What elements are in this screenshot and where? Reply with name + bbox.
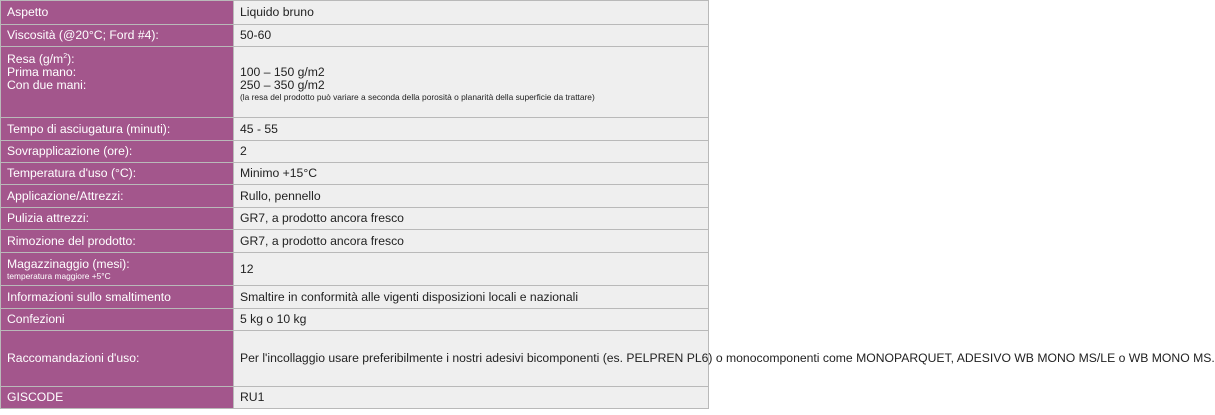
table-row-raccomandazioni [1, 331, 709, 387]
table-row-sovrapplicazione [1, 141, 709, 163]
magazzinaggio-sublabel: temperatura maggiore +5°C [7, 270, 111, 281]
row-value: Minimo +15°C [234, 163, 709, 185]
table-row-rimozione [1, 230, 709, 253]
row-value: Rullo, pennello [234, 185, 709, 208]
row-label: Pulizia attrezzi: [1, 208, 234, 230]
row-label: Applicazione/Attrezzi: [1, 185, 234, 208]
row-value: GR7, a prodotto ancora fresco [234, 208, 709, 230]
row-label: Rimozione del prodotto: [1, 230, 234, 253]
prima-mano-label: Prima mano: [7, 65, 77, 79]
row-value: 2 [234, 141, 709, 163]
resa-label-exponent: 2 [63, 52, 68, 60]
row-label: GISCODE [1, 387, 234, 409]
row-value: 12 [234, 253, 709, 286]
row-value: GR7, a prodotto ancora fresco [234, 230, 709, 253]
table-row-smaltimento [1, 286, 709, 309]
row-label: Tempo di asciugatura (minuti): [1, 118, 234, 141]
table-row-giscode [1, 387, 709, 409]
row-value [234, 47, 709, 118]
table-row-asciugatura [1, 118, 709, 141]
resa-note: (la resa del prodotto può variare a seconda della porosità o planarità della superficie da trattare) [240, 92, 595, 102]
row-value: RU1 [234, 387, 709, 409]
row-label: Aspetto [1, 1, 234, 25]
table-row-resa [1, 47, 709, 118]
row-label [1, 253, 234, 286]
row-value: Smaltire in conformità alle vigenti disposizioni locali e nazionali [234, 286, 709, 309]
table-row-aspetto [1, 1, 709, 25]
table-row-pulizia [1, 208, 709, 230]
row-label: Informazioni sullo smaltimento [1, 286, 234, 309]
row-label: Confezioni [1, 309, 234, 331]
table-row-temperatura [1, 163, 709, 185]
row-label: Viscosità (@20°C; Ford #4): [1, 25, 234, 47]
due-mani-label: Con due mani: [7, 78, 87, 92]
row-value: Liquido bruno [234, 1, 709, 25]
magazzinaggio-label: Magazzinaggio (mesi): [7, 256, 130, 271]
row-value: 5 kg o 10 kg [234, 309, 709, 331]
resa-label-text: Resa (g/m [7, 52, 64, 66]
row-label: Temperatura d'uso (°C): [1, 163, 234, 185]
table-row-viscosita [1, 25, 709, 47]
resa-label-close: ): [67, 52, 75, 66]
resa-due-mani: 250 – 350 g/m2 [240, 78, 325, 92]
table-row-applicazione [1, 185, 709, 208]
table-row-confezioni [1, 309, 709, 331]
table-row-magazzinaggio [1, 253, 709, 286]
row-value: 45 - 55 [234, 118, 709, 141]
row-label: Raccomandazioni d'uso: [1, 331, 234, 387]
row-value: 50-60 [234, 25, 709, 47]
resa-prima-mano: 100 – 150 g/m2 [240, 65, 325, 79]
row-value: Per l'incollaggio usare preferibilmente i nostri adesivi bicomponenti (es. PELPREN PL6) o monocomponenti come MONOPARQUET, ADESIVO WB MONO MS/LE o WB MONO MS. [234, 331, 709, 387]
row-label [1, 47, 234, 118]
row-label: Sovrapplicazione (ore): [1, 141, 234, 163]
